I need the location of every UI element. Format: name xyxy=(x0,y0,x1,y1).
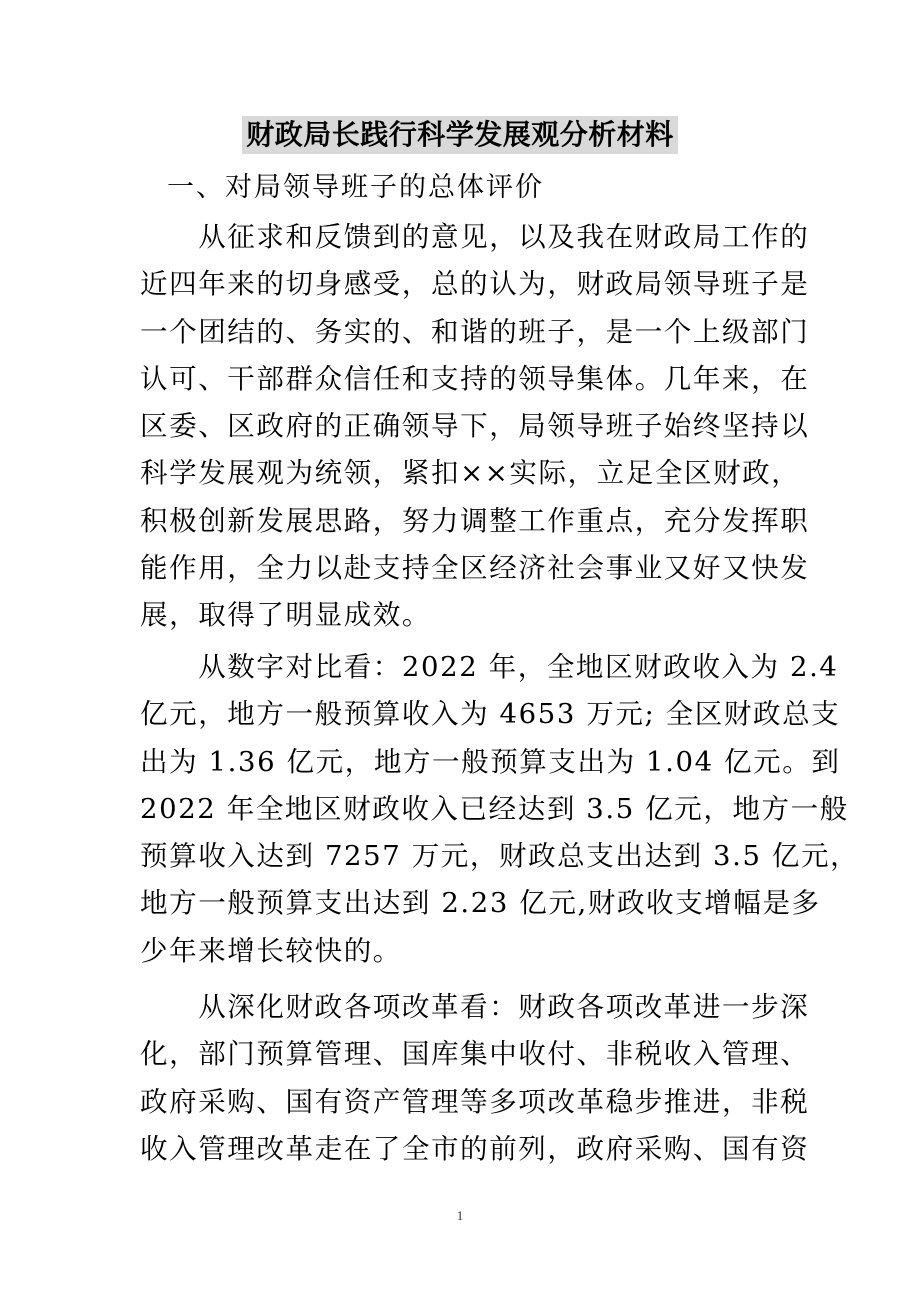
text-line: 从深化财政各项改革看：财政各项改革进一步深 xyxy=(140,991,810,1023)
text-line: 少年来增长较快的。 xyxy=(140,934,402,967)
text-line: 出为 1.36 亿元，地方一般预算支出为 1.04 亿元。到 xyxy=(140,745,841,778)
paragraph-reform-progress xyxy=(140,984,810,1173)
text-line: 预算收入达到 7257 万元，财政总支出达到 3.5 亿元， xyxy=(140,840,860,873)
text-line: 2022 年全地区财政收入已经达到 3.5 亿元，地方一般 xyxy=(140,792,849,825)
text-line: 科学发展观为统领，紧扣××实际，立足全区财政， xyxy=(140,457,801,490)
text-line: 地方一般预算支出达到 2.23 亿元,财政收支增幅是多 xyxy=(140,887,821,920)
text-line: 区委、区政府的正确领导下，局领导班子始终坚持以 xyxy=(140,410,810,443)
paragraph-figures-comparison xyxy=(140,644,860,975)
paragraph-overall-evaluation xyxy=(140,214,810,640)
text-line: 能作用，全力以赴支持全区经济社会事业又好又快发 xyxy=(140,552,810,585)
text-line: 认可、干部群众信任和支持的领导集体。几年来，在 xyxy=(140,362,810,395)
text-line: 亿元，地方一般预算收入为 4653 万元; 全区财政总支 xyxy=(140,698,841,731)
document-title: 财政局长践行科学发展观分析材料 xyxy=(242,116,678,154)
title-wrap xyxy=(0,116,920,154)
page-number: 1 xyxy=(456,1208,464,1223)
text-line: 化，部门预算管理、国库集中收付、非税收入管理、 xyxy=(140,1038,810,1071)
section-heading: 一、对局领导班子的总体评价 xyxy=(167,172,544,203)
text-line: 政府采购、国有资产管理等多项改革稳步推进，非税 xyxy=(140,1085,810,1118)
text-line: 从征求和反馈到的意见，以及我在财政局工作的 xyxy=(140,221,810,253)
text-line: 收入管理改革走在了全市的前列，政府采购、国有资 xyxy=(140,1132,810,1165)
text-line: 展，取得了明显成效。 xyxy=(140,599,431,632)
text-line: 积极创新发展思路，努力调整工作重点，充分发挥职 xyxy=(140,504,810,537)
text-line: 一个团结的、务实的、和谐的班子，是一个上级部门 xyxy=(140,315,810,348)
text-line: 从数字对比看：2022 年，全地区财政收入为 2.4 xyxy=(140,651,839,683)
text-line: 近四年来的切身感受，总的认为，财政局领导班子是 xyxy=(140,268,810,301)
